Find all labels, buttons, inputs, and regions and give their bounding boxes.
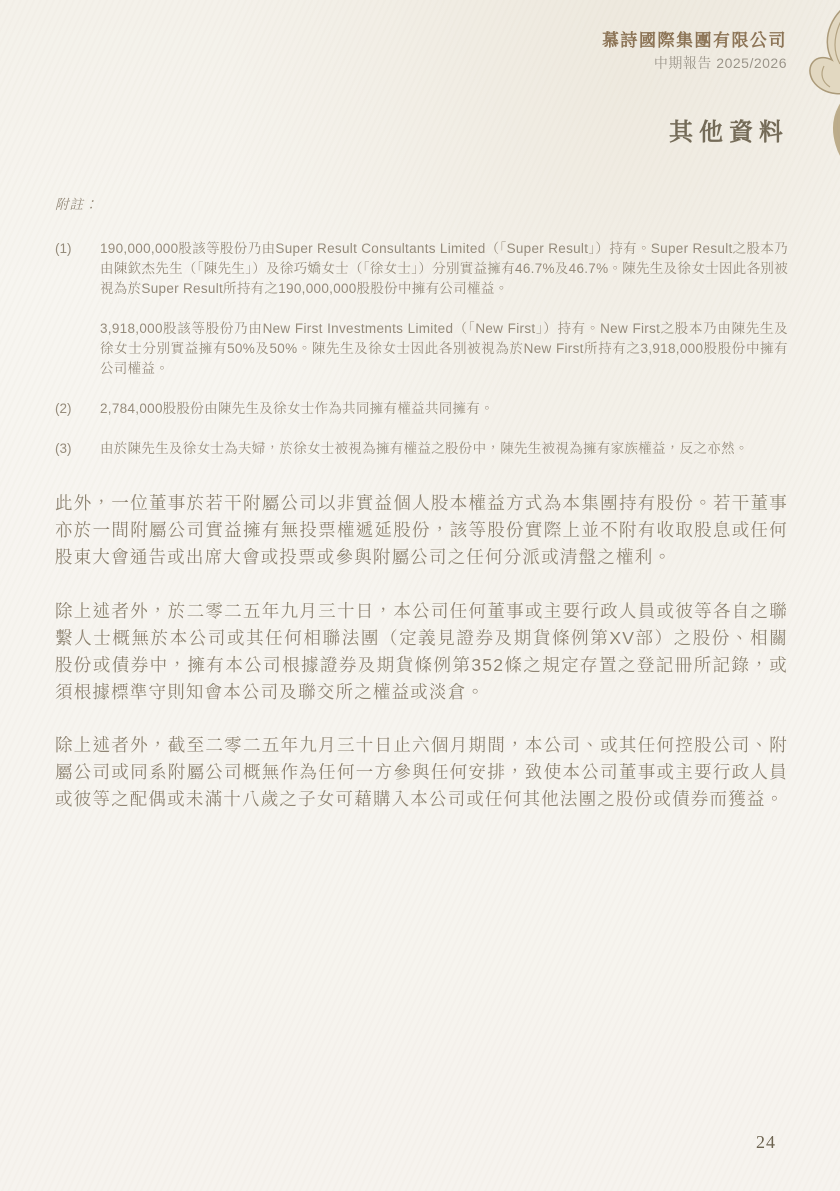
body-paragraph-2: 除上述者外，於二零二五年九月三十日，本公司任何董事或主要行政人員或彼等各自之聯繫人士概無於本公司或其任何相聯法團（定義見證券及期貨條例第XV部）之股份、相關股份或債券中，擁有本公司根據證券及期貨條例第352條之規定存置之登記冊所記錄，或須根據標準守則知會本公司及聯交所之權益或淡倉。 [55,601,788,702]
company-name: 慕詩國際集團有限公司 [602,31,787,50]
note-number: (3) [55,441,72,456]
body-paragraph-1: 此外，一位董事於若干附屬公司以非實益個人股本權益方式為本集團持有股份。若干董事亦於一間附屬公司實益擁有無投票權遞延股份，該等股份實際上並不附有收取股息或任何股東大會通告或出席大會或投票或參與附屬公司之任何分派或清盤之權利。 [55,493,788,567]
body-paragraph-3: 除上述者外，截至二零二五年九月三十日止六個月期間，本公司、或其任何控股公司、附屬公司或同系附屬公司概無作為任何一方參與任何安排，致使本公司董事或主要行政人員或彼等之配偶或未滿十八歲之子女可藉購入本公司或任何其他法團之股份或債券而獲益。 [55,735,788,809]
note-paragraph: 190,000,000股該等股份乃由Super Result Consultants Limited（「Super Result」）持有。Super Result之股本乃由陳欽杰先生（「陳先生」）及徐巧嬌女士（「徐女士」）分別實益擁有46.7%及46.7%。陳先生及徐女士因此各別被視為於Super Result所持有之190,000,000股股份中擁有公司權益。 [100,241,788,296]
content-column [55,195,788,813]
note-paragraph: 3,918,000股該等股份乃由New First Investments Limited（「New First」）持有。New First之股本乃由陳先生及徐女士分別實益擁有50%及50%。陳先生及徐女士因此各別被視為於New First所持有之3,918,000股股份中擁有公司權益。 [100,321,788,376]
page-number: 24 [756,1132,776,1152]
note-item-2 [55,399,788,419]
note-body [100,399,788,419]
corner-flourish-ornament [780,0,840,244]
note-item-3 [55,439,788,459]
note-paragraph: 2,784,000股股份由陳先生及徐女士作為共同擁有權益共同擁有。 [100,401,494,416]
note-body [100,439,788,459]
header [602,30,787,73]
note-item-1 [55,239,788,379]
report-title: 中期報告 2025/2026 [653,55,787,71]
section-title: 其他資料 [669,120,789,146]
note-number: (1) [55,241,72,256]
note-paragraph: 由於陳先生及徐女士為夫婦，於徐女士被視為擁有權益之股份中，陳先生被視為擁有家族權益，反之亦然。 [100,441,749,456]
note-number: (2) [55,401,72,416]
notes-label: 附註： [55,197,99,212]
note-body [100,239,788,379]
